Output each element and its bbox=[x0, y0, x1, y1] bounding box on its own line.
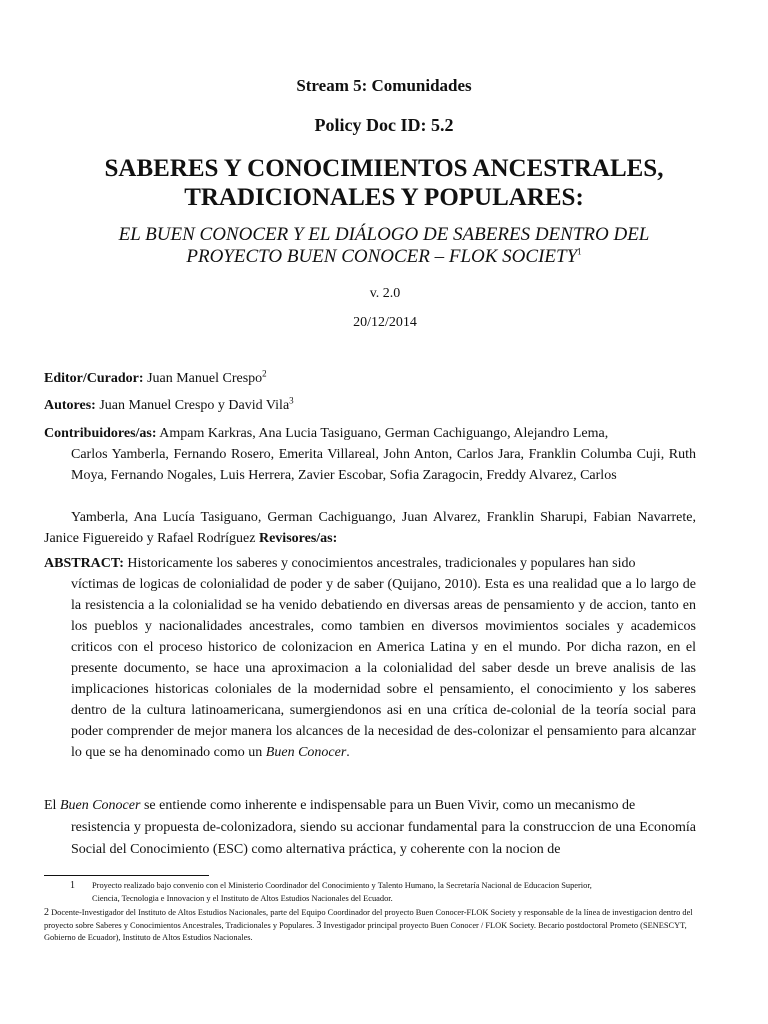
stream-heading: Stream 5: Comunidades bbox=[296, 76, 472, 95]
footnote-separator bbox=[44, 875, 209, 876]
footnote-2-number: 2 bbox=[44, 907, 49, 918]
contributors-continued bbox=[44, 507, 696, 549]
abstract-block bbox=[44, 553, 696, 763]
document-title bbox=[60, 154, 708, 212]
version-label: v. 2.0 bbox=[369, 286, 401, 301]
editor-label: Editor/Curador: bbox=[44, 371, 144, 386]
authors-line bbox=[44, 395, 696, 416]
footnote-3-text: Investigador principal proyecto Buen Conocer / FLOK Society. Becario postdoctoral Prometo (SENESCYT, Gobierno de Ecuador), Instituto de Altos Estudios Nacionales. bbox=[44, 920, 687, 942]
abstract-first-line: Historicamente los saberes y conocimientos ancestrales, tradicionales y populares han sido bbox=[127, 556, 636, 571]
reviewers-label: Revisores/as: bbox=[258, 531, 338, 546]
footnote-2-3 bbox=[44, 907, 696, 945]
contributors-label: Contribuidores/as: bbox=[44, 426, 157, 441]
contributors-first-line: Ampam Karkras, Ana Lucia Tasiguano, German Cachiguango, Alejandro Lema, bbox=[159, 426, 609, 441]
footnote-ref-3[interactable]: 3 bbox=[289, 395, 294, 406]
contributors-list: Carlos Yamberla, Fernando Rosero, Emerita Villareal, John Anton, Carlos Jara, Franklin Columba Cuji, Ruth Moya, Fernando Nogales, Luis Herrera, Zavier Escobar, Sofia Zaragocin, Freddy Alvarez, Carlos bbox=[71, 447, 696, 483]
subtitle-line-2 bbox=[60, 246, 708, 268]
title-line-1: SABERES Y CONOCIMIENTOS ANCESTRALES, bbox=[104, 155, 664, 182]
footnote-3-number: 3 bbox=[316, 919, 322, 931]
editor-line bbox=[44, 368, 696, 389]
footnote-1 bbox=[44, 880, 696, 905]
footnote-ref-1[interactable]: 1 bbox=[577, 246, 582, 257]
subtitle-line-1: EL BUEN CONOCER Y EL DIÁLOGO DE SABERES DENTRO DEL bbox=[118, 224, 650, 245]
paragraph-buen-conocer: Buen Conocer bbox=[59, 798, 141, 813]
contributors-block bbox=[44, 423, 696, 486]
authors-names: Juan Manuel Crespo y David Vila bbox=[99, 398, 290, 413]
paragraph-rest: resistencia y propuesta de-colonizadora, siendo su accionar fundamental para la construccion de una Economía Social del Conocimiento (ESC) como alternativa práctica, y coherente con la nocion de bbox=[71, 820, 696, 857]
paragraph-prefix: El bbox=[44, 798, 57, 813]
abstract-body bbox=[44, 574, 696, 763]
document-subtitle bbox=[60, 224, 708, 268]
policy-doc-id: Policy Doc ID: 5.2 bbox=[314, 115, 454, 135]
body-paragraph bbox=[44, 795, 696, 861]
paragraph-first-line: se entiende como inherente e indispensable para un Buen Vivir, como un mecanismo de bbox=[143, 798, 636, 813]
abstract-end-punct: . bbox=[346, 745, 350, 760]
authors-label: Autores: bbox=[44, 398, 96, 413]
abstract-body-text: víctimas de logicas de colonialidad de poder y de saber (Quijano, 2010). Esta es una realidad que a lo largo de la resistencia a la colonialidad se ha venido debatiendo en diversas areas de pensamiento y de accion, tanto en los pueblos y nacionalidades ancestrales, como tambien en diversos movimientos sociales y academicos criticos con el proceso historico de colonizacion en America Latina y en el mundo. Por dicha razon, en el presente documento, se hace una aproximacion a la colonialidad del saber desde un breve analisis de las implicaciones historicas coloniales de la modernidad sobre el pensamiento, el conocimiento y los saberes dentro de la cultura latinoamericana, sumergiendonos asi en una crítica de-colonial de la teoría social para poder comprender de mejor manera los alcances de la necesidad de des-colonizar el pensamiento para alcanzar lo que se ha denominado como un bbox=[71, 577, 696, 760]
document-date: 20/12/2014 bbox=[353, 315, 417, 330]
footnote-1-number: 1 bbox=[70, 880, 75, 891]
footnote-2-text: Docente-Investigador del Instituto de Altos Estudios Nacionales, parte del Equipo Coordinador del proyecto Buen Conocer-FLOK Society y responsable de la línea de investigacion dentro del proyecto sobre Saberes y Conocimientos Ancestrales, Tradicionales y Populares. bbox=[44, 908, 693, 930]
abstract-label: ABSTRACT: bbox=[44, 556, 124, 571]
footnote-1-text: Proyecto realizado bajo convenio con el Ministerio Coordinador del Conocimiento y Talento Humano, la Secretaría Nacional de Educacion Superior, bbox=[92, 881, 592, 890]
footnote-1-continued: Ciencia, Tecnologia e Innovacion y el Instituto de Altos Estudios Nacionales del Ecuador. bbox=[92, 893, 393, 903]
contributors-second-block: Yamberla, Ana Lucía Tasiguano, German Cachiguango, Juan Alvarez, Franklin Sharupi, Fabian Navarrete, Janice Figuereido y Rafael Rodríguez bbox=[44, 510, 696, 546]
title-line-2: TRADICIONALES Y POPULARES: bbox=[184, 184, 584, 211]
footnote-ref-2[interactable]: 2 bbox=[262, 368, 267, 379]
subtitle-line-2-text: PROYECTO BUEN CONOCER – FLOK SOCIETY bbox=[186, 246, 578, 267]
abstract-buen-conocer: Buen Conocer bbox=[265, 745, 347, 760]
editor-name: Juan Manuel Crespo bbox=[147, 371, 263, 386]
